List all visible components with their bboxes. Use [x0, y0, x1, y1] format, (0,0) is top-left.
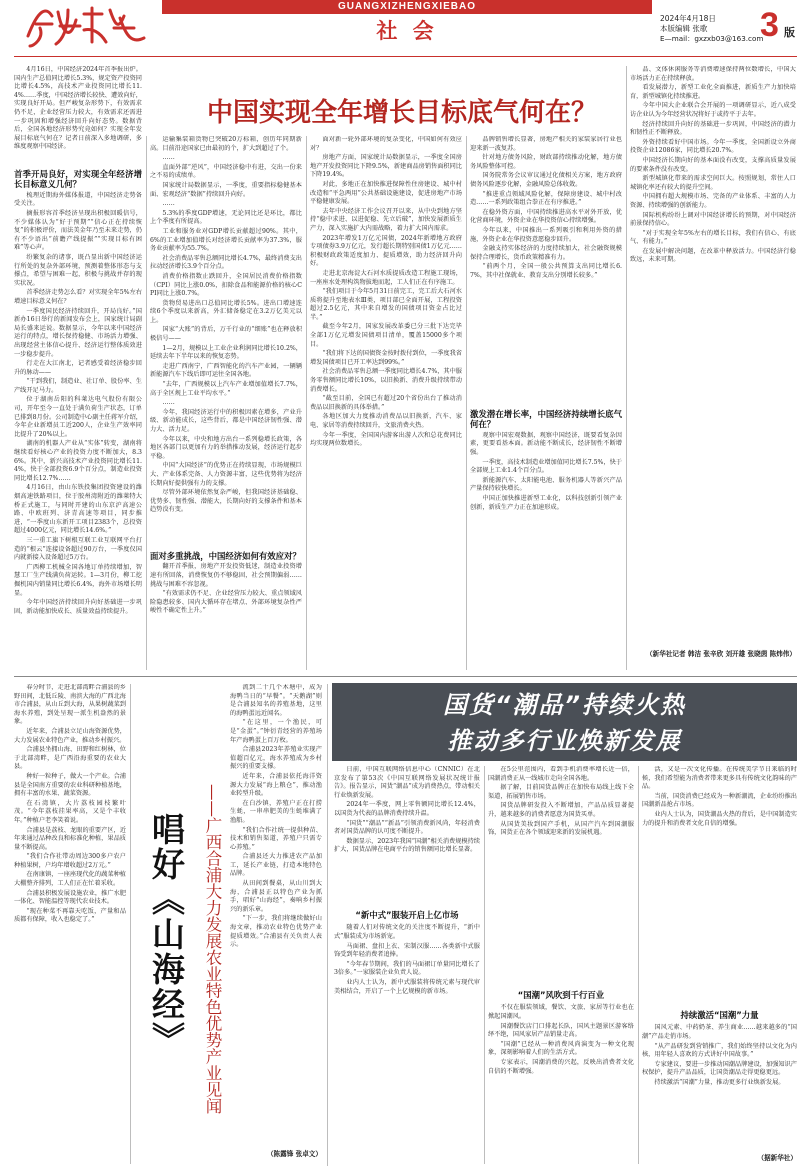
paragraph: 数据显示，2023年我国“国潮”相关消费规模持续扩大，国货品牌在电商平台的销售额同比增长显著。 — [334, 837, 480, 854]
paragraph: 今年一季度，全国国内游客出游人次和总花费同比均实现两位数增长。 — [310, 431, 462, 448]
masthead-section-title: 社 会 — [376, 19, 438, 43]
article3-byline: （据新华社） — [757, 1154, 797, 1162]
article1-col-4-tail — [470, 406, 622, 670]
article2-subtitle: ——广西合浦大力发展农业特色优势产业见闻 — [203, 784, 222, 1114]
article2-col-2 — [230, 684, 322, 1146]
paragraph: 品牌销售增长显著，房地产相关的家装家居行业也迎来新一波复苏。 — [470, 136, 622, 152]
article3-col-3 — [642, 766, 797, 1006]
paragraph: 4月16日，由山东铁投集团投资建设的潍烟高速铁路项目，位于胶州湾附近的潍莱特大桥正式施工，与同时开建的山东京沪高速公路、中欧班列、济青高速等项目，同步推进，“一季度山东新开工项目2383个，总投资超过4000亿元，同比增长14.6%。” — [14, 484, 142, 535]
paragraph: “今年春节期间，我们的马面裙订单量同比增长了3倍多。”一家服装企业负责人说。 — [334, 960, 480, 977]
article1-byline: （新华社记者 韩洁 张辛欣 刘开雄 张晓茵 陈炜伟） — [646, 650, 796, 658]
article3-col-1 — [334, 766, 480, 906]
paragraph: 走进广西南宁，广西智能化的汽车产业园，一辆辆新能源汽车下线后即可运往全国各地。 — [150, 362, 302, 379]
paragraph: “我们合作社带动周边300多户农户种植果树，户均年增收超过2万元。” — [14, 853, 126, 869]
masthead-email: E—mail：gxzxb03@163.com — [660, 34, 764, 43]
paragraph: “有效需求仍不足、企业经营压力较大、重点领域风险隐患较多、国内大循环存在堵点、外部环境复杂性严峻性不确定性上升。” — [150, 590, 302, 615]
paragraph: 经济持续回升向好的基础进一步巩固，中国经济的潜力和韧性正不断释放。 — [630, 120, 796, 137]
subhead-xinzhongshi: “新中式”服装开启上亿市场 — [355, 910, 459, 920]
paragraph: 品、文体休闲服务等消费增速保持两位数增长，中国大市场活力正在持续释放。 — [630, 66, 796, 82]
paragraph: 纷繁复杂的诸事，既凸显出新中国经济运行所处的复杂外部环境，预测着整体形态与支撑点，希望与困难一起，积极与挑战并存的现实状况。 — [14, 253, 142, 287]
column-divider — [466, 136, 467, 670]
paragraph: 翻开首季报，房地产开发投资低迷，制造业投资增速有所回落，消费恢复仍不够稳固，社会预期偏弱……挑战与困难不容忽视。 — [150, 563, 302, 588]
masthead-logo — [22, 2, 150, 50]
column-divider — [327, 684, 328, 1166]
subhead-guochao-wind: “国潮”风吹到千行百业 — [517, 990, 605, 1000]
paragraph: 针对地方债务风险，财政部持续推动化解，地方债务风险整体可控。 — [470, 154, 622, 170]
subhead-strong-start: 首季开局良好，对实现全年经济增长目标意义几何？ — [14, 169, 142, 190]
lede-text: 4月16日，中国经济2024年首季报出炉。国内生产总值同比增长5.3%，规定资产投资同比增长4.5%，高技术产业投资同比增长11.4%……季度，中国经济增长较快、遭效向好，实现良好开局。但严峻复杂形势下，有效需求仍不足，企业经营压力较大，有效需求还需进一步巩固和增强经济回升向好态势。数据背后，全国各地经济形势究竟如何？实现全年发展目标底气何在？记者日前深入多地调研，多维度观察中国经济。 — [14, 66, 142, 151]
paragraph: 国潮餐饮店门口排起长队，国风主题景区游客络绎不绝，国风家居产品销量走高。 — [488, 1022, 634, 1039]
paragraph: 近年来，合浦县立足山海资源优势，大力发展农业特色产业，推动乡村振兴。 — [14, 727, 126, 744]
paragraph: 在石湾镇，大片荔枝园枝繁叶茂。“今年荔枝挂果率高，又是个丰收年。”种植户老李笑着说。 — [14, 799, 126, 824]
paragraph: “在这里，一个渔民，可是“金蛋”。”钟衍青经营的养殖场年产海鸭蛋上百万枚。 — [230, 719, 322, 744]
paragraph: “我们合作社统一提供种苗、技术和销售渠道，养殖户只需专心养殖。” — [230, 826, 322, 851]
masthead-logo-calligraphy — [22, 2, 150, 50]
paragraph: “我们将下达的国债资金按时拨付到位，一季度我省增发国债项目已开工率达到99%。” — [310, 350, 462, 366]
subhead-confidence: 激发潜在增长率，中国经济持续增长底气何在？ — [470, 409, 622, 430]
paragraph: 不仅在服装领域，餐饮、文旅、家居等行业也在掀起国潮风。 — [488, 1004, 634, 1020]
paragraph: 在5公里范围内，看到手机消费率增长近一倍，国潮消费正从一线城市走向全国各地。 — [488, 766, 634, 782]
paragraph: “前两个月，全国一般公共预算支出同比增长6.7%，其中社保就业、教育支出分别增长较多。” — [470, 263, 622, 279]
article1-col-2-tail — [150, 548, 302, 670]
masthead-rule — [14, 56, 797, 57]
paragraph: 国家“大账”的背后，万千行业的“细账”也在释放积极信号—— — [150, 326, 302, 343]
article1-col-4 — [470, 136, 622, 406]
paragraph: 日前，中国互联网络信息中心（CNNIC）在北京发布了第53次《中国互联网络发展状况统计报告》。报告显示，国货“潮品”成为消费热点，带动相关行业焕新发展。 — [334, 766, 480, 799]
paragraph: …… — [162, 399, 175, 407]
paragraph: 中国“大国经济”的优势正在持续显现，市场规模巨大、产业体系完备、人力资源丰富，这些优势将为经济长期向好提供强有力的支撑。 — [150, 462, 302, 487]
paragraph: 2024年一季度，网上零售额同比增长12.4%，以国货为代表的品牌消费持续升温。 — [334, 801, 480, 817]
article2-col-1 — [14, 684, 126, 1164]
article2-title-vertical — [140, 812, 190, 1062]
paragraph: 专家建议，要进一步推动国潮品牌建设，加强知识产权保护，提升产品品质，让国货潮品走得更稳更远。 — [642, 1060, 797, 1077]
paragraph: 专家表示，国潮消费的兴起，反映出消费者文化自信的不断增强。 — [488, 1058, 634, 1075]
paragraph: 2023年增发1万亿元国债，2024年新增地方政府专项债券3.9万亿元，发行超长期特别国债1万亿元……积极财政政策适度加力、提质增效，助力经济回升向好。 — [310, 234, 462, 268]
paragraph: 种好一粒种子，做大一个产业。合浦县是全国南方重要的农业科研种植基地，拥有丰富的水果、蔬菜资源。 — [14, 772, 126, 798]
paragraph: 1—2月，规模以上工业企业利润同比增长10.2%，延续去年下半年以来的恢复态势。 — [150, 344, 302, 361]
paragraph: 观察中国宏观数据，观察中国经济，既要看复杂因素，更要看基本面。新动能不断成长，经济韧性不断增强。 — [470, 431, 622, 456]
paragraph: 国务院常务会议审议通过化债相关方案，地方政府债务风险逐步化解，金融风险总体收敛。 — [470, 172, 622, 188]
paragraph: 合浦县2023年养殖业实现产值超百亿元，海水养殖成为乡村振兴的重要支撑。 — [230, 746, 322, 771]
paragraph: 国家统计局数据显示，一季度，重要指标稳健基本面、宏观经济“数据”持续回升向好。 — [150, 181, 302, 198]
paragraph: 在南康镇，一座座现代化的蔬菜种植大棚整齐排列，工人们正在忙着采收。 — [14, 871, 126, 888]
paragraph: 消费价格指数止跌回升，全国居民消费价格指数（CPI）同比上涨0.0%，扣除食品和能源价格的核心CPI同比上涨0.7%。 — [150, 272, 302, 298]
paragraph: 国风元素、中药奶茶、养生商业……越来越多的“国潮”产品走俏市场。 — [642, 1024, 797, 1040]
article3-col-2-tail — [488, 986, 634, 1164]
paragraph: “国潮”已经从一种消费风尚演变为一种文化现象，深刻影响着人们的生活方式。 — [488, 1040, 634, 1057]
paragraph: 中国正加快推进新型工业化，以科技创新引领产业创新，新质生产力正在加速形成。 — [470, 494, 622, 511]
paragraph: 一季度，高技术制造业增加值同比增长7.5%，快于全部规上工业1.4个百分点。 — [470, 458, 622, 475]
paragraph: …… — [162, 200, 175, 208]
column-divider — [626, 66, 627, 670]
column-divider — [306, 136, 307, 670]
paragraph: 对此，多地正在加快推进保障性住房建设、城中村改造和“平急两用”公共基础设施建设，促进房地产市场平稳健康发展。 — [310, 180, 462, 206]
paragraph: 去年中央经济工作会议召开以来，从中央到地方坚持“稳中求进、以进促稳、先立后破”，加快发展新质生产力，深入实施扩大内需战略，着力扩大国内需求。 — [310, 207, 462, 232]
article1-col-1 — [14, 166, 142, 670]
paragraph: “截至目前，全国已有超过20个省份出台了推动消费品以旧换新的具体举措。” — [310, 395, 462, 411]
paragraph: 行走在大江南北，记者感受着经济稳步回升的脉动—— — [14, 360, 142, 376]
paragraph: 当前，国货消费已经成为一种新潮流，企业纷纷推出国潮新品抢占市场。 — [642, 792, 797, 809]
paragraph: “下一步，我们将继续做好山海文章，推动农业特色优势产业提质增效。”合浦县有关负责人表示。 — [230, 915, 322, 949]
paragraph: 在发展中解决问题，在改革中释放活力。中国经济行稳致远，未来可期。 — [630, 247, 796, 264]
paragraph: 各地区加大力度推动消费品以旧换新，汽车、家电、家居等消费持续回升，文旅消费火热。 — [310, 413, 462, 429]
paragraph: “干到我们，制造业、社订单、股份率、生产线开足马力。 — [14, 378, 142, 394]
paragraph: 在白沙镇，养殖户正在打捞生蚝，一串串肥美的生蚝堆满了渔船。 — [230, 799, 322, 824]
paragraph: 从田间到餐桌，从山川到大海，合浦县正以特色产业为抓手，唱好“山海经”，奏响乡村振兴的新乐章。 — [230, 880, 322, 913]
paragraph: 工业和服务业对GDP增长贡献超过90%。其中，6%的工业增加值增长对经济增长贡献率为37.3%，服务业贡献率为55.7%。 — [150, 227, 302, 253]
paragraph: “我们项目于今年5月31日前完工，完工后大石河水质将提升至地表水Ⅲ类，项目部已全面开展，工程投资超过2.5亿元，其中来自增发的国债项目资金占比过半。” — [310, 288, 462, 321]
masthead-editor: 本版编辑 张歌 — [660, 24, 708, 33]
paragraph: “对于实现全年5%左右的增长目标，我们有信心、有底气、有能力。” — [630, 229, 796, 246]
paragraph: 春分时节，走进北部湾畔合浦县的乡野田间，北低丘陵、南滨大海的广西北海市合浦县，从山丘到大海，从果树蔬菜到海水养殖，到处呈现一派生机盎然的景象。 — [14, 684, 126, 726]
paragraph: 持续激活“国潮”力量，推动更多行业焕新发展。 — [654, 1078, 785, 1086]
column-divider — [484, 766, 485, 1164]
paragraph: 摘报形容首季经济呈现出积极回暖信号，不少媒体认为“好于预期”“信心正在持续恢复”的积极评价，而法美金年乃至未来走势，仍有不少语出“前瞻产线提振”“实现目标有困难”等心声。 — [14, 210, 142, 252]
paragraph: 尽管外部环境依然复杂严峻，但我国经济基础稳、优势多、韧性强、潜能大，长期向好的支撑条件和基本趋势没有变。 — [150, 489, 302, 514]
paragraph: 中国拥有超大规模市场、完备的产业体系、丰富的人力资源、持续增强的创新能力。 — [630, 193, 796, 209]
paragraph: 截至今年2月，国家发展改革委已分三批下达完毕全部1万亿元增发国债项目清单，覆盖15000多个项目。 — [310, 323, 462, 348]
article1-col-3 — [310, 136, 462, 670]
paragraph: 从国货美妆到国产手机，从国产汽车到国潮服饰，国货正在各个领域迎来新的发展机遇。 — [488, 820, 634, 837]
paragraph: 广西柳工机械全国各地订单持续增加，智慧工厂生产线满负荷运转。1—3月份，柳工挖掘机国内销量同比增长6.4%，海外市场增长明显。 — [14, 563, 142, 597]
paragraph: 首季经济走势怎么看？对实现全年5%左右增速目标意义何在？ — [14, 289, 142, 305]
paragraph: 三一重工旗下树根互联工业互联网平台打造的“根云”连接设备超过90万台，一季度仅国内就新接入设备超过5万台。 — [14, 536, 142, 562]
paragraph: 业内人士认为，新中式服装将传统元素与现代审美相结合，开启了一个上亿规模的新市场。 — [334, 978, 480, 995]
article1-col-2 — [150, 136, 302, 546]
paragraph: 湖南的机器人产业从“实体”转变，湖南将继续看好核心产业的投资力度不断加大，8.36%。其中，新兴高技术产业投资同比增长11.4%，快于全部投资6.9个百分点，制造业投资同比增长12.7%…… — [14, 440, 142, 482]
paragraph: 外资持续看好中国市场。今年一季度，全国新设立外商投资企业12086家，同比增长20.7%。 — [630, 138, 796, 155]
article3-banner-line1: 国货“潮品”持续火热 — [443, 691, 686, 719]
paragraph: 流到二十几个木塘中，成为海鸭当日的“早餐”。“天鹅湖”则是合浦县知名的养殖基地，这里的海鸭蛋远近闻名。 — [230, 684, 322, 717]
paragraph: 货物贸易进出口总值同比增长5%。进出口增速连续6个季度以来新高，外汇储备稳定在3.2万亿美元以上。 — [150, 299, 302, 324]
masthead-pinyin: GUANGXIZHENGXIEBAO — [337, 1, 476, 12]
paragraph: “现在种菜不再靠天吃饭，产量和品质都有保障，收入也稳定了。” — [14, 907, 126, 924]
article1-col-5 — [630, 66, 796, 646]
paragraph: 合浦县坐拥山海、田野和红树林，位于北部湾畔，是广西沿海重要的农业大县。 — [14, 746, 126, 771]
paragraph: 合浦县积极发展设施农业，推广水肥一体化、智能温控等现代农业技术。 — [14, 889, 126, 906]
paragraph: 新型城镇化带来的需求空间巨大。按照规划，常住人口城镇化率还有较大的提升空间。 — [630, 175, 796, 191]
paragraph: 据了解，目前国货品牌正在加快布局线上线下全渠道，拓展销售市场。 — [488, 784, 634, 800]
paragraph: 今年以来，中国推出一系列吸引和利用外资的措施，外资企业在华投资意愿稳步回升。 — [470, 226, 622, 243]
article2-title: 唱好《山海经》 — [147, 812, 186, 1057]
masthead-page-number: 3 — [760, 6, 779, 44]
paragraph: 业内人士认为，国货潮品火热的背后，是中国制造实力的提升和消费者文化自信的增强。 — [642, 810, 797, 827]
paragraph: 今年中国经济持续回升向好基础进一步巩固，新动能加快成长、质量效益持续提升。 — [14, 599, 142, 615]
paragraph: 社会消费品零售总额一季度同比增长4.7%，其中服务零售额同比增长10%，以旧换新、消费升级持续带动消费增长。 — [310, 368, 462, 393]
paragraph: 面对新一轮外部环境的复杂变化，中国如何有效应对？ — [310, 136, 462, 152]
paragraph: “国货”“潮品”“新品”引领消费新风尚，年轻消费者对国货品牌的认可度不断提升。 — [334, 819, 480, 836]
column-divider — [130, 684, 131, 1164]
column-divider — [146, 136, 147, 670]
paragraph: 今年，我国经济运行中的积极因素在增多，产业升级、新动能成长，这些背后，都是中国经济韧性强、潜力大、活力足。 — [150, 408, 302, 433]
section-divider — [14, 676, 797, 677]
paragraph: 房地产方面，国家统计局数据显示，一季度全国房地产开发投资同比下降9.5%，新建商品房销售面积同比下降19.4%。 — [310, 154, 462, 179]
paragraph: 运输集装箱货物已突破20万标箱，创历年同期新高。目前沿途国家已由最初的个，扩大到超过了个。 — [150, 136, 302, 152]
paragraph: 5.3%的季度GDP增速，无论同比还是环比，都比上个季度有所提高。 — [150, 209, 302, 226]
article2-subtitle-vertical — [196, 784, 224, 1144]
paragraph: 中国经济长期向好的基本面没有改变，支撑高质量发展的要素条件没有改变。 — [630, 156, 796, 173]
paragraph: 走进北京海淀大石河水质提质改造工程施工现场，一座座水处理构筑物拔地而起，工人们正在有序施工。 — [310, 269, 462, 286]
article1-headline: 中国实现全年增长目标底气何在？ — [206, 98, 597, 128]
paragraph: 新能源汽车、太阳能电池、服务机器人等新兴产品产量保持较快增长。 — [470, 476, 622, 493]
paragraph: 合浦县还大力推进农产品加工，延长产业链，打造本地特色品牌。 — [230, 853, 322, 878]
article2-byline: （陈露锋 张卓文） — [266, 1150, 322, 1158]
subhead-challenges: 面对多重挑战，中国经济如何有效应对？ — [150, 551, 301, 561]
paragraph: “去年，广西规模以上汽车产业增加值增长7.7%，高于全区规上工业平均水平。” — [150, 381, 302, 397]
article1-lede — [14, 66, 142, 162]
paragraph: 随着人们对传统文化的关注度不断提升，“新中式”服装成为市场新宠。 — [334, 924, 480, 940]
paragraph: 国际机构纷纷上调对中国经济增长的预期，对中国经济前景保持信心。 — [630, 211, 796, 228]
paragraph: 近年来，合浦县依托海洋资源大力发展“海上粮仓”，推动渔业转型升级。 — [230, 772, 322, 798]
paragraph: 合浦县是荔枝、龙眼的重要产区，近年来通过品种改良和标准化种植，果品质量不断提高。 — [14, 826, 126, 851]
paragraph: 一季度国民经济持续回升，开局良好。”国新办16日举行的新闻发布会上，国家统计局副局长盛来运说。数据显示，今年以来中国经济运行的特点，增长保持稳健、市场活力增强、出现经营主体信心提升、经济运行整体质效进一步稳步提升。 — [14, 307, 142, 358]
paragraph: 国货品牌研发投入不断增加，产品品质显著提升，越来越多的消费者愿意为国货买单。 — [488, 802, 634, 818]
article3-col-3-tail — [642, 1006, 797, 1150]
masthead-date: 2024年4月18日 — [660, 14, 716, 23]
paragraph: 梳理近期海外媒体报道，中国经济走势备受关注。 — [14, 191, 142, 208]
paragraph: “推进重点领域风险化解，保障房建设、城中村改造……一系列政策组合拳正在有序推进。” — [470, 190, 622, 207]
column-divider — [638, 766, 639, 1164]
paragraph: …… — [162, 154, 175, 162]
paragraph: 活，又是一次文化传播。在传统美学节日来临的时候，我们希望能为消费者带来更多具有传统文化韵味的产品。 — [642, 766, 797, 791]
paragraph: 看发展潜力，新型工业化全面推进，新质生产力加快培育，新型城镇化持续推进。 — [630, 84, 796, 100]
paragraph: “从产品研发到营销推广，我们始终坚持以文化为内核，用年轻人喜欢的方式讲好中国故事。” — [642, 1042, 797, 1059]
masthead-page-suffix: 版 — [784, 26, 795, 39]
paragraph: 今年以来，中央和地方出台一系列稳增长政策，各地区各部门以更加有力的举措推动发展，经济运行起步平稳。 — [150, 435, 302, 460]
paragraph: 直面外部“逆风”，中国经济稳中有进，交出一份来之不易的成绩单。 — [150, 163, 302, 180]
paragraph: 在稳外资方面，中国持续推进高水平对外开放，优化营商环境，外资企业在华投资信心持续增强。 — [470, 208, 622, 225]
paragraph: 今年中国大企业联合会开展的一项调研显示，近八成受访企业认为今年经营状况将好于或持平于去年。 — [630, 102, 796, 118]
article3-col-2 — [488, 766, 634, 986]
paragraph: 金融支持实体经济的力度持续加大，社会融资规模保持合理增长，货币政策精准有力。 — [470, 245, 622, 261]
subhead-guochao-power: 持续激活“国潮”力量 — [680, 1010, 759, 1020]
paragraph: 社会消费品零售总额同比增长4.7%，最终消费支出拉动经济增长3.9个百分点。 — [150, 254, 302, 271]
article3-banner-line2: 推动多行业焕新发展 — [447, 727, 682, 755]
paragraph: 马面裙、盘扣上衣、宋制汉服……各类新中式服饰受到年轻消费者追捧。 — [334, 942, 480, 959]
paragraph: 位于湖南岳阳的科莱达电气股份有限公司，开年至今一直处于满负荷生产状态，订单已排到8月份。公司制造中心副主任蒋军介绍，今年企业新增员工近200人，企业生产效率同比提升了20%以上。 — [14, 396, 142, 438]
article3-col-1-tail — [334, 906, 480, 1164]
